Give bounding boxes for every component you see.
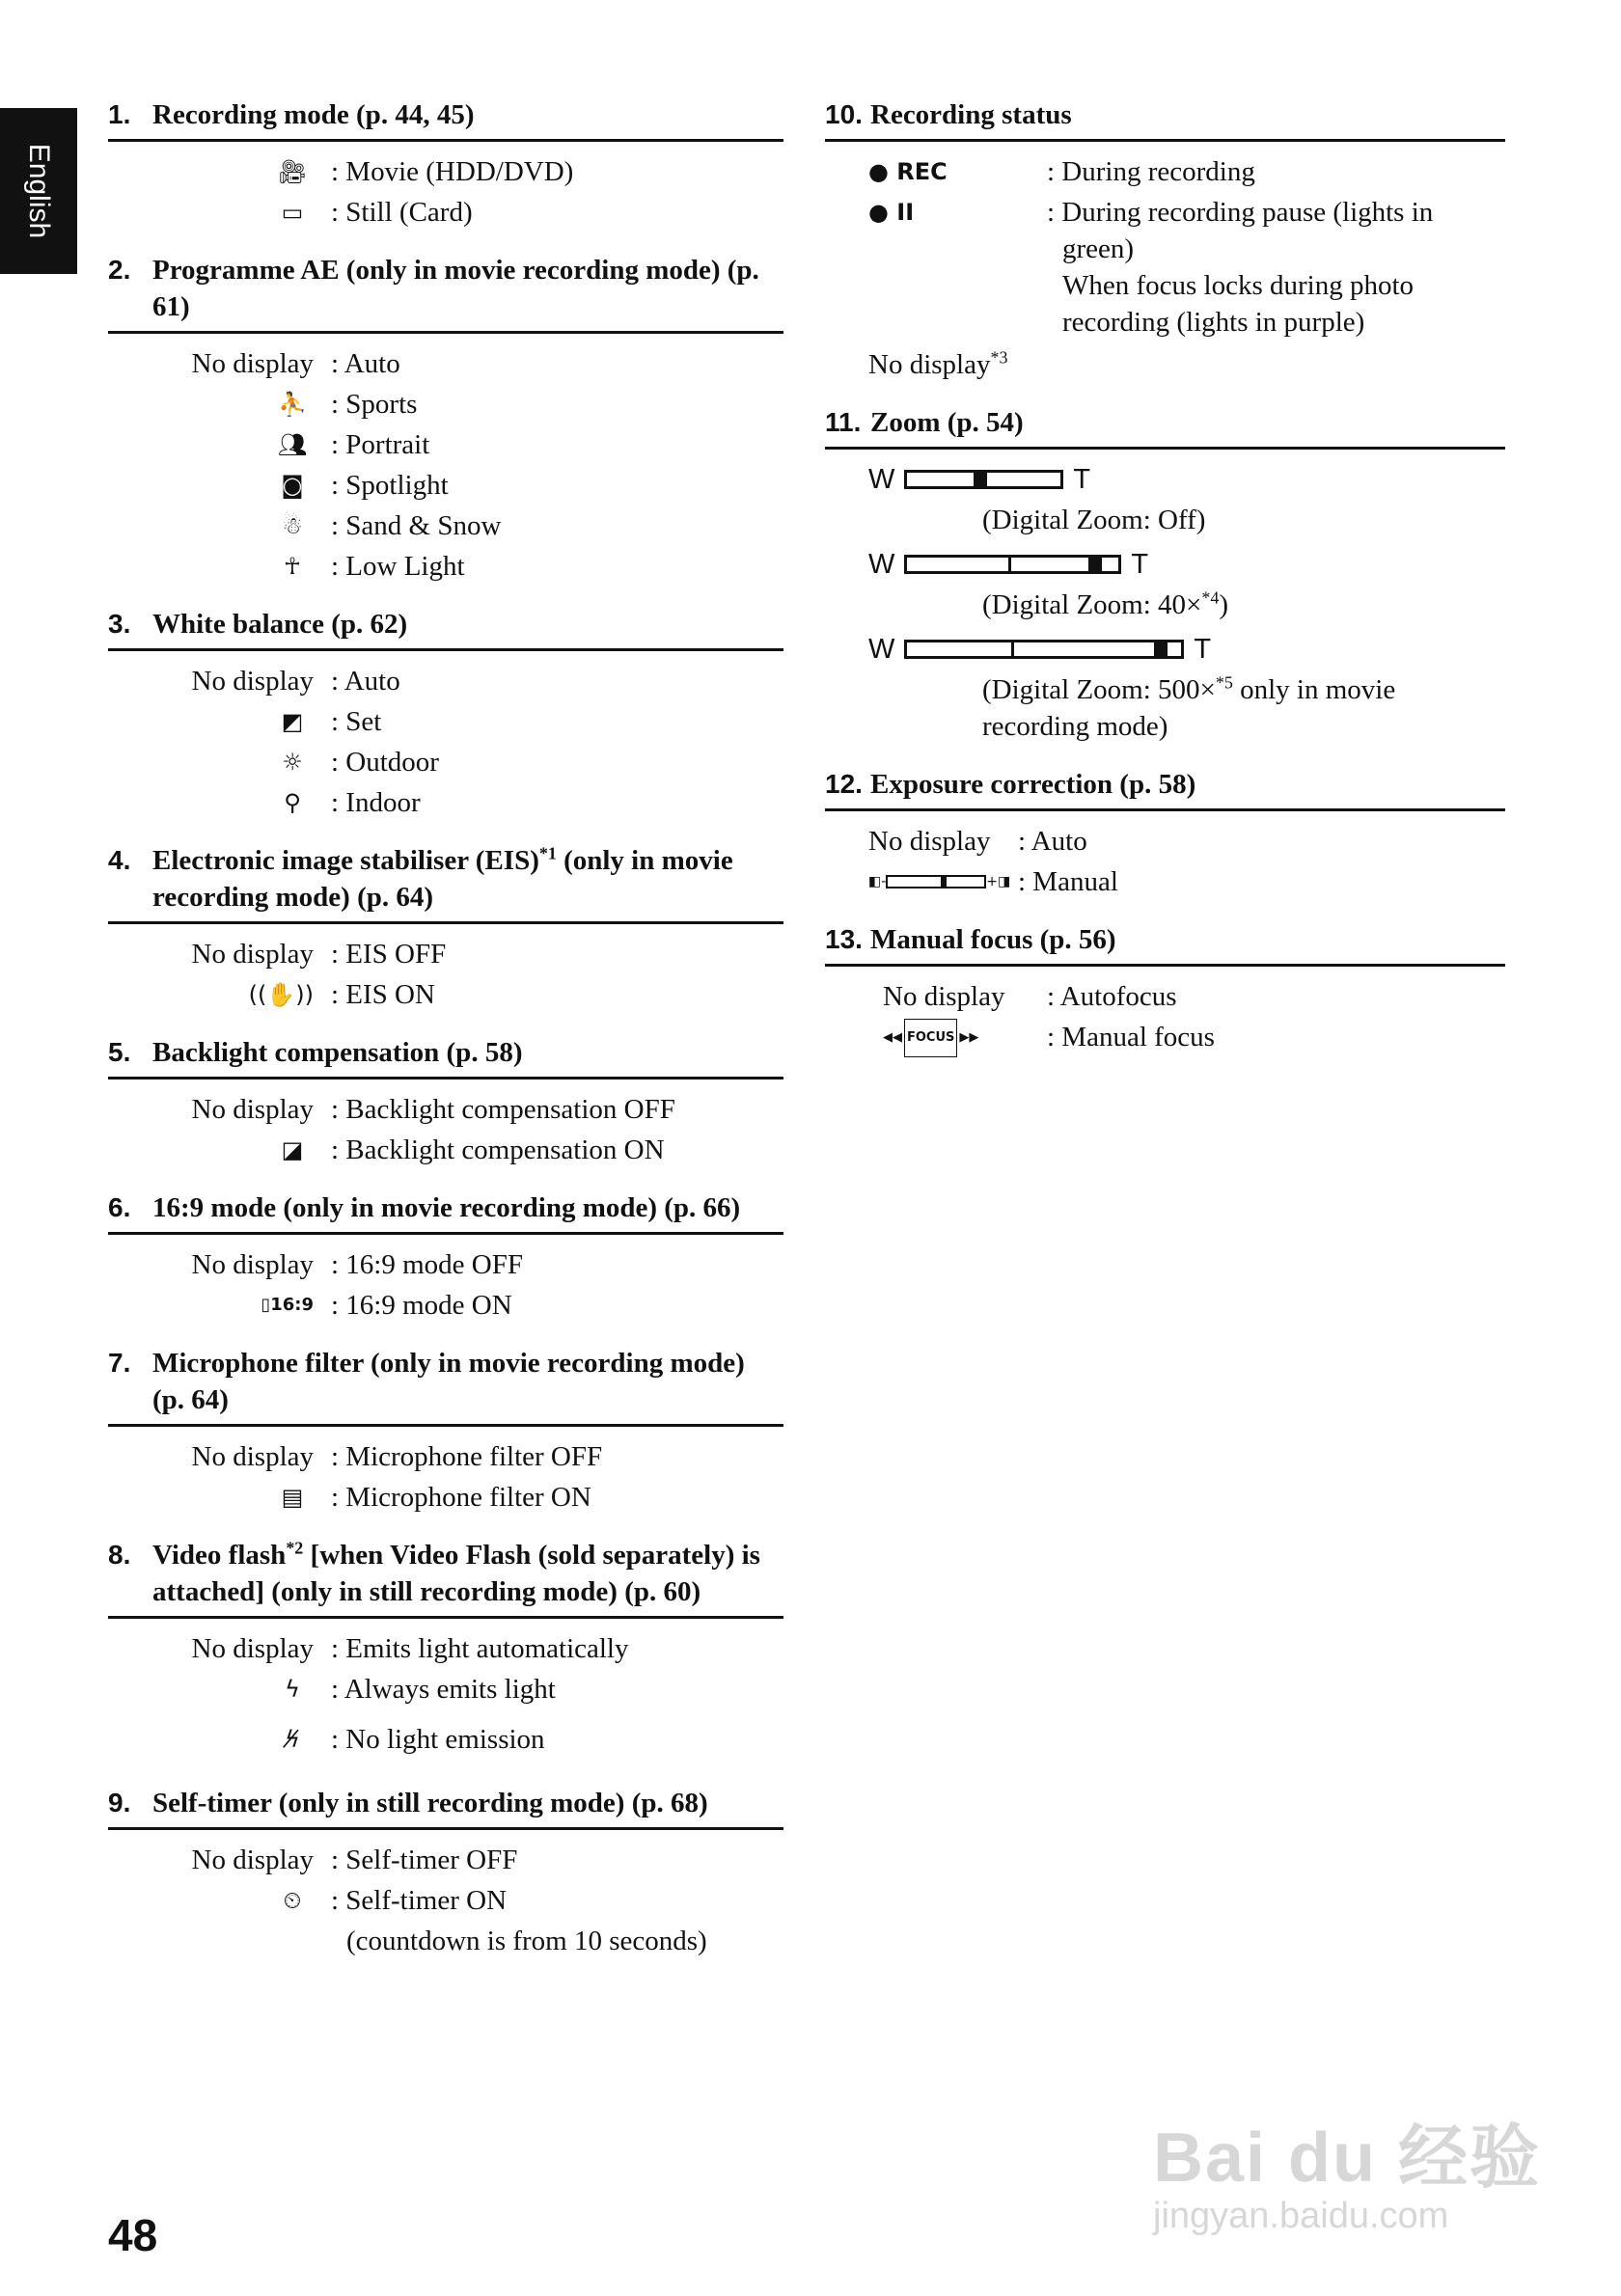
section-title: Exposure correction (p. 58) (870, 769, 1196, 800)
wide-16-9-icon: ▯16:9 (261, 1295, 314, 1315)
section-manual-focus (825, 921, 1505, 1057)
watermark (1153, 2101, 1541, 2237)
section-number: 6. (108, 1192, 131, 1222)
option-text: : EIS OFF (331, 939, 447, 970)
option-text: : Microphone filter OFF (331, 1441, 603, 1472)
zoom-wide-label: W (868, 548, 895, 580)
section-title: Self-timer (only in still recording mode) (p. 68) (152, 1788, 708, 1818)
zoom-bar-40x (825, 546, 1505, 583)
no-display-label: No display (191, 666, 314, 697)
option-text: : During recording pause (lights in green) When focus locks during photo recording (lights in purple) (1047, 197, 1434, 338)
option-text: : Still (Card) (331, 197, 473, 228)
option-text: : No light emission (331, 1724, 545, 1755)
no-display-label: No display (191, 1633, 314, 1664)
rec-indicator: ● REC (868, 158, 948, 185)
option-text: : Self-timer OFF (331, 1845, 518, 1875)
card-icon: ▭ (281, 199, 304, 226)
option-text: : Auto (331, 666, 400, 697)
section-title: White balance (p. 62) (152, 609, 408, 640)
section-number: 9. (108, 1788, 131, 1818)
zoom-wide-label: W (868, 463, 895, 495)
section-title: Video flash$^{*2}$ [when Video Flash (sold separately) is attached] (only in still recording mode) (p. 60) (152, 1538, 760, 1607)
zoom-tele-label: T (1073, 463, 1091, 495)
sand-snow-icon: ☃ (282, 512, 303, 539)
section-title: Programme AE (only in movie recording mode) (p. 61) (152, 255, 759, 322)
movie-camera-icon: 🎥︎ (277, 158, 308, 185)
option-text: : Portrait (331, 429, 430, 460)
section-number: 4. (108, 845, 131, 875)
no-display-label: No display (868, 826, 991, 857)
no-display-label: No display (883, 981, 1005, 1012)
exposure-scale-icon: ◧- +◨ (868, 874, 1011, 889)
zoom-tele-label: T (1194, 633, 1212, 665)
option-text: : Emits light automatically (331, 1633, 629, 1664)
zoom-caption: (Digital Zoom: 500×$^{*5}$ only in movie recording mode) (982, 672, 1396, 742)
option-text: : Low Light (331, 551, 465, 582)
zoom-bar-500x (825, 631, 1505, 668)
page-number: 48 (108, 2210, 158, 2260)
right-column (825, 96, 1505, 1079)
self-timer-icon: ⏲ (283, 1887, 302, 1914)
section-number: 3. (108, 609, 131, 639)
option-note: (countdown is from 10 seconds) (346, 1926, 707, 1956)
option-text: : 16:9 mode ON (331, 1290, 512, 1321)
mic-filter-icon: ▤ (281, 1484, 304, 1511)
zoom-bar-off (825, 461, 1505, 498)
section-title: Microphone filter (only in movie recording mode) (p. 64) (152, 1348, 745, 1415)
section-eis (108, 842, 783, 1013)
section-mic-filter (108, 1345, 783, 1516)
section-number: 8. (108, 1540, 131, 1570)
option-text: : Autofocus (1047, 981, 1177, 1012)
zoom-wide-label: W (868, 633, 895, 665)
sun-icon: ☼ (282, 749, 303, 776)
section-number: 1. (108, 99, 131, 129)
option-text: : Microphone filter ON (331, 1482, 591, 1513)
no-display-label: No display (191, 1845, 314, 1875)
option-text: : Sports (331, 389, 418, 420)
option-text: : Indoor (331, 787, 421, 818)
option-text: : Manual focus (1047, 1022, 1215, 1052)
option-text: : Auto (331, 348, 400, 379)
zoom-position-marker (1154, 642, 1168, 656)
zoom-optical-limit (1008, 558, 1011, 571)
watermark-brand: Bai du 经验 (1153, 2119, 1542, 2197)
section-title: Electronic image stabiliser (EIS)$^{*1}$ (only in movie recording mode) (p. 64) (152, 843, 733, 913)
hand-shake-icon: ((✋)) (248, 981, 314, 1008)
section-recording-status (825, 96, 1505, 383)
option-text: : Set (331, 706, 382, 737)
section-number: 13. (825, 924, 863, 954)
section-number: 12. (825, 769, 863, 799)
section-programme-ae (108, 252, 783, 585)
language-side-tab (0, 108, 77, 274)
bulb-icon: ⚲ (284, 789, 301, 816)
section-number: 10. (825, 99, 863, 129)
section-self-timer (108, 1785, 783, 1959)
no-display-label: No display (191, 939, 314, 970)
section-title: 16:9 mode (only in movie recording mode) (p. 66) (152, 1192, 741, 1223)
section-number: 5. (108, 1037, 131, 1067)
zoom-tele-label: T (1131, 548, 1149, 580)
section-number: 2. (108, 255, 131, 285)
section-title: Recording status (870, 99, 1072, 130)
section-white-balance (108, 606, 783, 821)
no-display-label: No display (191, 348, 314, 379)
low-light-icon: ☥ (284, 553, 301, 580)
section-title: Backlight compensation (p. 58) (152, 1037, 523, 1068)
option-text: : Sand & Snow (331, 510, 502, 541)
flash-icon: ϟ (285, 1676, 300, 1703)
section-number: 7. (108, 1348, 131, 1378)
no-display-label: No display (191, 1094, 314, 1125)
section-video-flash (108, 1537, 783, 1758)
zoom-optical-limit (1011, 642, 1014, 656)
option-text: : Auto (1018, 826, 1087, 857)
zoom-position-marker (974, 473, 987, 486)
language-label: English (23, 143, 55, 239)
option-text: : Always emits light (331, 1674, 556, 1705)
option-text: : Backlight compensation ON (331, 1134, 665, 1165)
option-text: : Backlight compensation OFF (331, 1094, 675, 1125)
sports-icon: ⛹ (278, 391, 307, 418)
section-title: Recording mode (p. 44, 45) (152, 99, 475, 130)
section-16-9-mode (108, 1189, 783, 1324)
portrait-icon: 👥︎ (277, 431, 308, 458)
option-text: : Outdoor (331, 747, 439, 778)
backlight-icon: ◪ (281, 1136, 304, 1163)
no-display-label: No display$^{*3}$ (868, 347, 1008, 380)
zoom-caption: (Digital Zoom: Off) (982, 505, 1206, 535)
no-display-label: No display (191, 1249, 314, 1280)
section-number: 11. (825, 407, 862, 437)
section-recording-mode (108, 96, 783, 231)
spotlight-icon: ◙ (281, 472, 304, 499)
left-column (108, 96, 783, 1981)
section-title: Zoom (p. 54) (870, 407, 1024, 438)
option-text: : Self-timer ON (331, 1885, 508, 1916)
section-backlight (108, 1034, 783, 1168)
option-text: : EIS ON (331, 979, 435, 1010)
no-flash-icon: ϟ̸ (285, 1726, 300, 1753)
wb-set-icon: ◩ (281, 708, 304, 735)
option-text: : During recording (1047, 156, 1255, 187)
zoom-caption: (Digital Zoom: 40×$^{*4}$) (982, 588, 1229, 620)
no-display-label: No display (191, 1441, 314, 1472)
option-text: : Manual (1018, 866, 1118, 897)
option-text: : Movie (HDD/DVD) (331, 156, 574, 187)
pause-indicator: ● II (868, 199, 915, 226)
focus-indicator-icon: ◀◀ FOCUS ▶▶ (883, 1019, 978, 1057)
section-zoom (825, 404, 1505, 745)
exposure-position-marker (941, 877, 947, 887)
zoom-position-marker (1088, 558, 1102, 571)
option-text: : Spotlight (331, 470, 449, 501)
watermark-url: jingyan.baidu.com (1153, 2196, 1449, 2236)
section-exposure (825, 766, 1505, 900)
option-text: : 16:9 mode OFF (331, 1249, 523, 1280)
section-title: Manual focus (p. 56) (870, 924, 1116, 955)
